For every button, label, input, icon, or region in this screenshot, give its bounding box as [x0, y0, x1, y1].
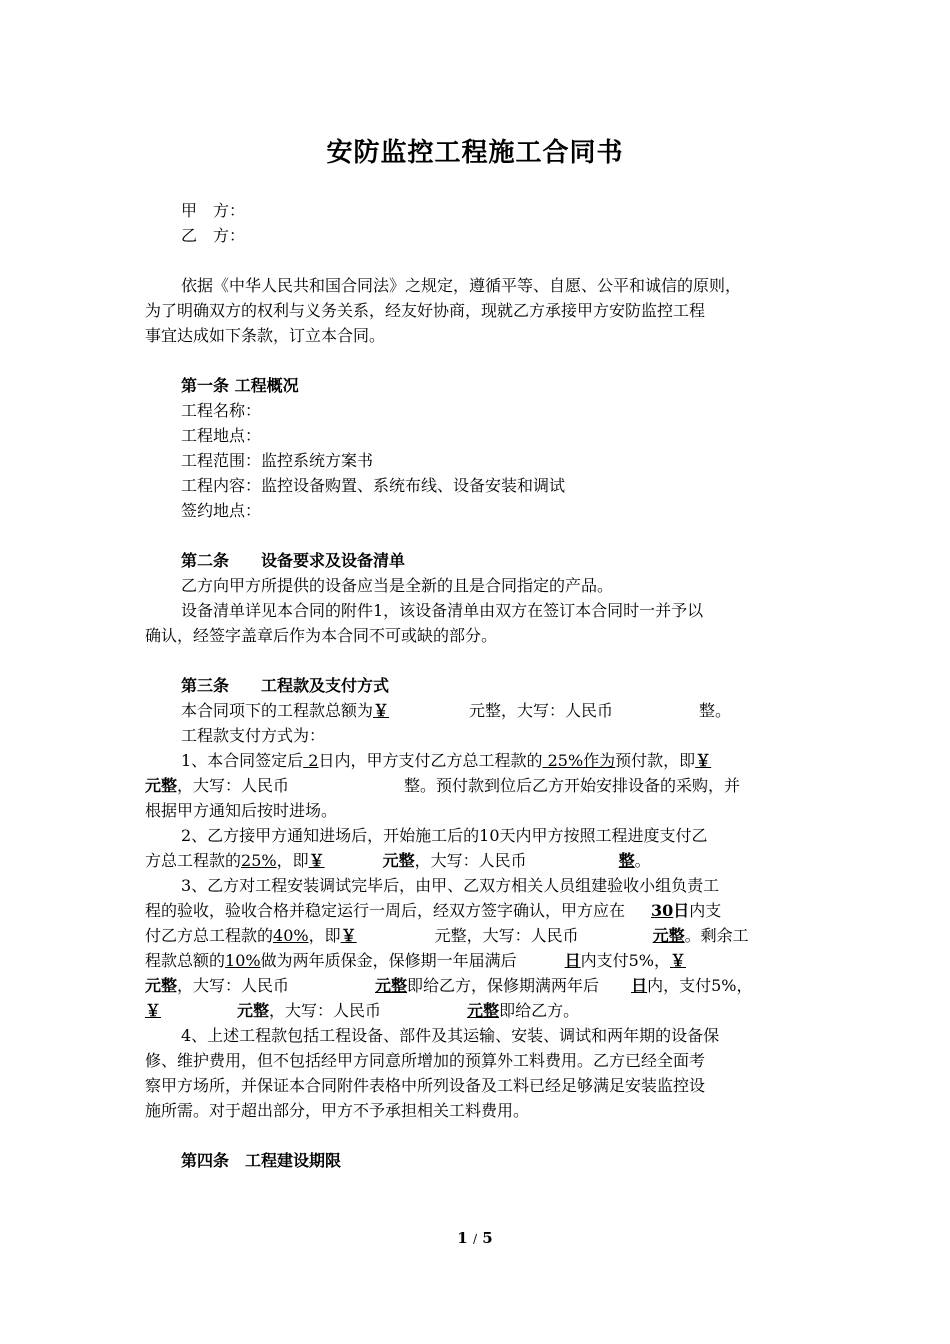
payment-1-line: 元整，大写：人民币 整。预付款到位后乙方开始安排设备的采购，并 — [145, 776, 741, 795]
article-1-item: 工程范围：监控系统方案书 — [181, 451, 374, 470]
article-1-heading: 第一条 工程概况 — [181, 376, 299, 395]
payment-3-line: 元整，大写：人民币 元整即给乙方，保修期满两年后 日内，支付5%， — [145, 976, 753, 995]
article-1-item: 工程地点： — [181, 426, 262, 445]
payment-2-line: 方总工程款的25%，即￥ 元整，大写：人民币 整。 — [145, 851, 651, 870]
payment-3-line: 程的验收，验收合格并稳定运行一周后，经双方签字确认，甲方应在 30日内支 — [145, 901, 722, 920]
payment-4-line: 察甲方场所，并保证本合同附件表格中所列设备及工料已经足够满足安装监控设 — [145, 1076, 706, 1095]
article-1-item: 签约地点： — [181, 501, 262, 520]
party-a-line: 甲 方： — [181, 201, 246, 220]
party-b-line: 乙 方： — [181, 226, 246, 245]
article-3-heading: 第三条 工程款及支付方式 — [181, 676, 390, 695]
payment-1-line: 根据甲方通知后按时进场。 — [145, 801, 338, 820]
payment-3-line: 3、乙方对工程安装调试完毕后，由甲、乙双方相关人员组建验收小组负责工 — [181, 876, 720, 895]
article-2-line: 设备清单详见本合同的附件1，该设备清单由双方在签订本合同时一并予以 — [181, 601, 704, 620]
preamble-line: 为了明确双方的权利与义务关系，经友好协商，现就乙方承接甲方安防监控工程 — [145, 301, 706, 320]
article-4-heading: 第四条 工程建设期限 — [181, 1151, 342, 1170]
preamble-line: 事宜达成如下条款，订立本合同。 — [145, 326, 386, 345]
payment-4-line: 4、上述工程款包括工程设备、部件及其运输、安装、调试和两年期的设备保 — [181, 1026, 720, 1045]
payment-3-line: 程款总额的10%做为两年质保金，保修期一年届满后 日内支付5%，￥ — [145, 951, 687, 970]
page-number: 1 / 5 — [457, 1229, 493, 1247]
article-2-line: 确认，经签字盖章后作为本合同不可或缺的部分。 — [145, 626, 498, 645]
payment-4-line: 施所需。对于超出部分，甲方不予承担相关工料费用。 — [145, 1101, 530, 1120]
payment-3-line: 付乙方总工程款的40%，即￥ 元整，大写：人民币 元整。剩余工 — [145, 926, 749, 945]
preamble-line: 依据《中华人民共和国合同法》之规定，遵循平等、自愿、公平和诚信的原则， — [181, 276, 742, 295]
payment-3-line: ￥ 元整，大写：人民币 元整即给乙方。 — [145, 1001, 580, 1020]
document-body — [145, 198, 810, 1173]
total-amount-line: 本合同项下的工程款总额为￥ 元整，大写：人民币 整。 — [181, 701, 732, 720]
article-2-heading: 第二条 设备要求及设备清单 — [181, 551, 406, 570]
payment-2-line: 2、乙方接甲方通知进场后，开始施工后的10天内甲方按照工程进度支付乙 — [181, 826, 708, 845]
article-2-line: 乙方向甲方所提供的设备应当是全新的且是合同指定的产品。 — [181, 576, 614, 595]
document-title: 安防监控工程施工合同书 — [326, 138, 624, 168]
article-1-item: 工程内容：监控设备购置、系统布线、设备安装和调试 — [181, 476, 566, 495]
payment-1-line: 1、本合同签定后 2日内，甲方支付乙方总工程款的 25%作为预付款，即￥ — [181, 751, 712, 770]
payment-4-line: 修、维护费用，但不包括经甲方同意所增加的预算外工料费用。乙方已经全面考 — [145, 1051, 706, 1070]
article-1-item: 工程名称： — [181, 401, 262, 420]
payment-method-label: 工程款支付方式为： — [181, 726, 326, 745]
